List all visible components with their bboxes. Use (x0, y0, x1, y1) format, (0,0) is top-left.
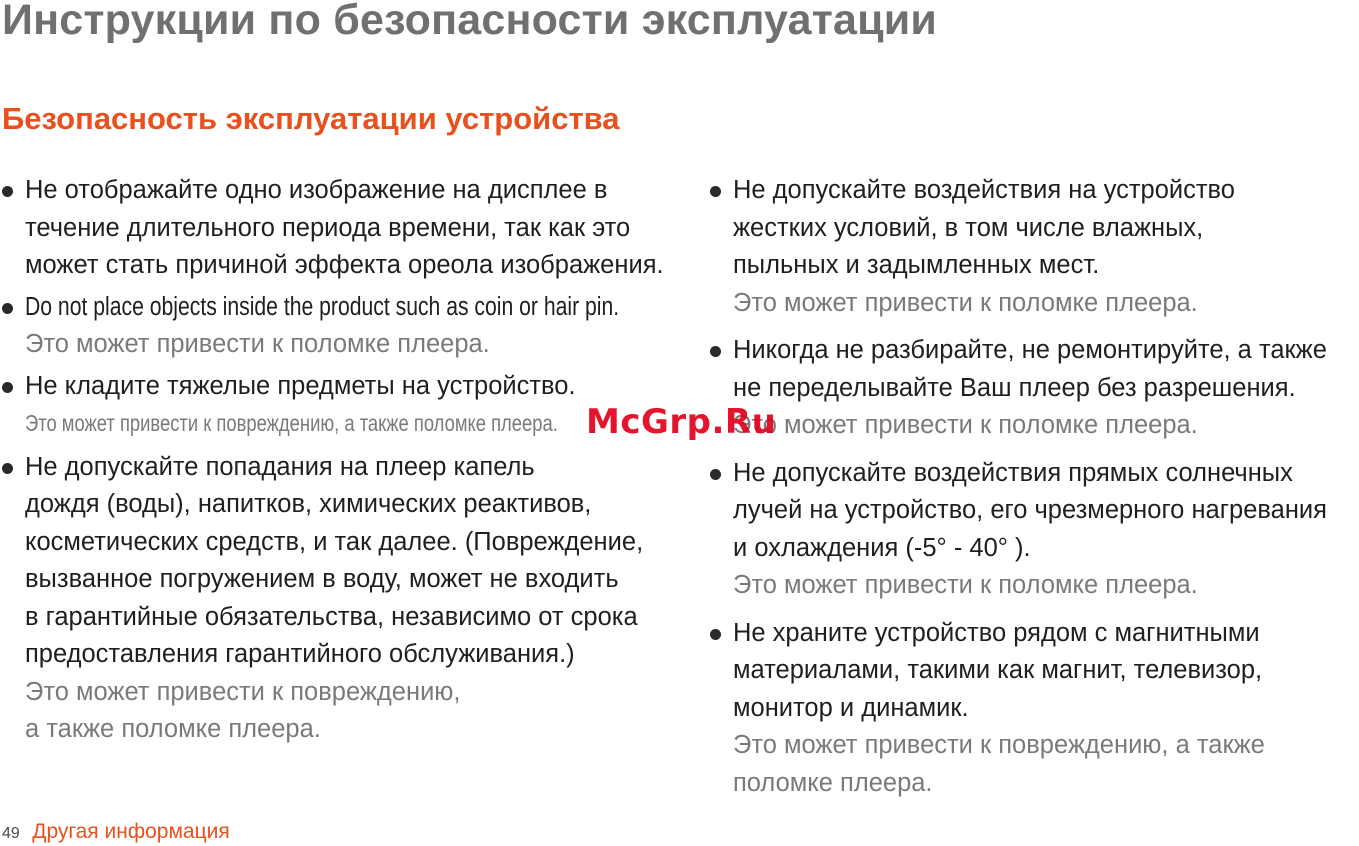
bullet-icon (710, 629, 721, 640)
watermark: McGrp.Ru (586, 402, 777, 442)
item-note: Это может привести к поломке плеера. (733, 411, 1198, 439)
item-text: Не допускайте попадания на плеер капель (25, 452, 535, 481)
item-text: Не допускайте воздействия на устройство (733, 176, 1235, 204)
item-text: вызванное погружением в воду, может не входить (25, 565, 619, 593)
left-column (0, 172, 690, 749)
bullet-icon (2, 303, 13, 314)
item-text: может стать причиной эффекта ореола изображения. (25, 251, 664, 279)
item-text: предоставления гарантийного обслуживания.) (25, 640, 575, 668)
item-note: Это может привести к поломке плеера. (733, 571, 1198, 599)
item-text: не переделывайте Ваш плеер без разрешения. (733, 373, 1296, 402)
list-item (0, 449, 690, 749)
list-item (708, 332, 1359, 445)
bullet-icon (2, 186, 13, 197)
bullet-icon (710, 469, 721, 480)
item-note: а также поломке плеера. (25, 715, 321, 743)
item-text: и охлаждения (-5° - 40° ). (733, 533, 1031, 562)
item-note: Это может привести к повреждению, (25, 677, 461, 706)
list-item (708, 615, 1359, 803)
list-item (708, 172, 1359, 322)
item-note: поломке плеера. (733, 768, 933, 797)
item-text: течение длительного периода времени, так как это (25, 213, 631, 242)
item-text: материалами, такими как магнит, телевизор, (733, 656, 1263, 684)
bullet-icon (710, 186, 721, 197)
item-text: Не отображайте одно изображение на дисплее в (25, 176, 608, 204)
bullet-icon (2, 463, 13, 474)
item-text: дождя (воды), напитков, химических реактивов, (25, 490, 592, 518)
list-item (0, 172, 690, 285)
list-item (708, 455, 1359, 605)
item-note: Это может привести к повреждению, а также поломке плеера. (25, 410, 558, 436)
item-note: Это может привести к поломке плеера. (733, 288, 1198, 317)
footer-section-label: Другая информация (32, 820, 230, 843)
item-text: Никогда не разбирайте, не ремонтируйте, а также (733, 336, 1327, 364)
item-note: Это может привести к поломке плеера. (25, 330, 490, 358)
item-note: Это может привести к повреждению, а также (733, 731, 1265, 759)
bullet-icon (710, 346, 721, 357)
item-text: Do not place objects inside the product such as coin or hair pin. (25, 292, 620, 321)
item-text: Не допускайте воздействия прямых солнечных (733, 458, 1293, 487)
item-text: Не кладите тяжелые предметы на устройство. (25, 371, 576, 400)
page-number: 49 (2, 825, 20, 842)
footer (2, 820, 230, 844)
item-text: жестких условий, в том числе влажных, (733, 213, 1204, 242)
section-title: Безопасность эксплуатации устройства (2, 101, 620, 136)
item-text: пыльных и задымленных мест. (733, 251, 1100, 279)
right-column (708, 172, 1359, 802)
item-text: монитор и динамик. (733, 693, 969, 722)
item-text: лучей на устройство, его чрезмерного нагревания (733, 496, 1327, 524)
page-title: Инструкции по безопасности эксплуатации (2, 0, 937, 44)
list-item (0, 289, 690, 364)
bullet-icon (2, 382, 13, 393)
item-text: косметических средств, и так далее. (Повреждение, (25, 527, 644, 556)
item-text: Не храните устройство рядом с магнитными (733, 618, 1260, 647)
item-text: в гарантийные обязательства, независимо от срока (25, 602, 638, 631)
